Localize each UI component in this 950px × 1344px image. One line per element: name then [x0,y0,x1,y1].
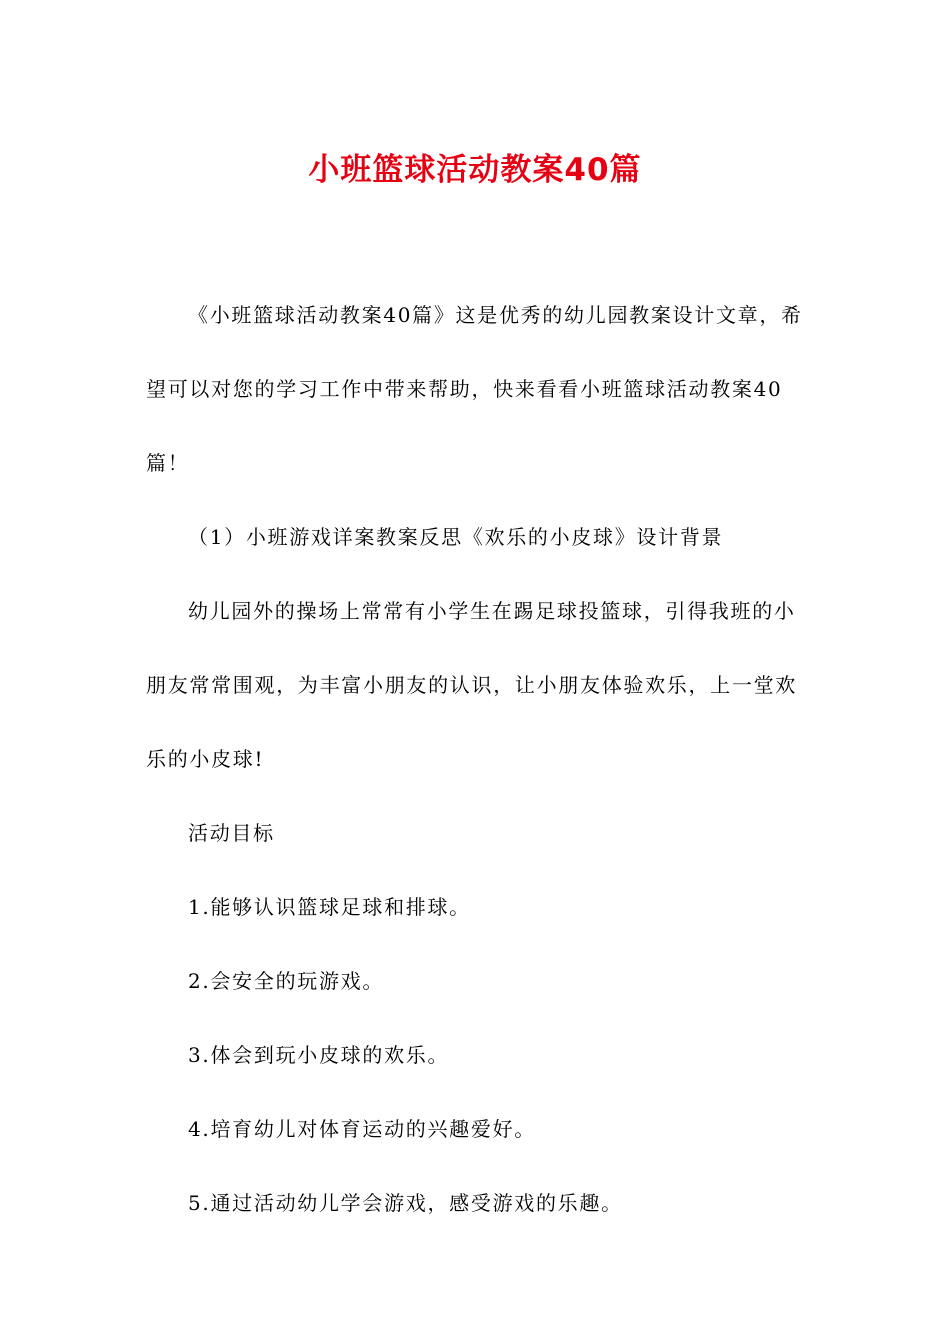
goal-item: 1.能够认识篮球足球和排球。 [188,895,471,919]
goal-item: 2.会安全的玩游戏。 [188,969,385,993]
background-paragraph: 幼儿园外的操场上常常有小学生在踢足球投篮球，引得我班的小朋友常常围观，为丰富小朋友的认识，让小朋友体验欢乐，上一堂欢乐的小皮球! [146,599,797,771]
goal-item: 3.体会到玩小皮球的欢乐。 [188,1043,450,1067]
document-title: 小班篮球活动教案40篇 [308,152,642,188]
document-body [146,278,806,1240]
section-heading: （1）小班游戏详案教案反思《欢乐的小皮球》设计背景 [188,525,724,549]
goal-item: 4.培育幼儿对体育运动的兴趣爱好。 [188,1117,536,1141]
goals-heading: 活动目标 [188,821,275,845]
goal-item: 5.通过活动幼儿学会游戏，感受游戏的乐趣。 [188,1191,623,1215]
intro-paragraph: 《小班篮球活动教案40篇》这是优秀的幼儿园教案设计文章，希望可以对您的学习工作中带来帮助，快来看看小班篮球活动教案40篇！ [146,303,803,475]
